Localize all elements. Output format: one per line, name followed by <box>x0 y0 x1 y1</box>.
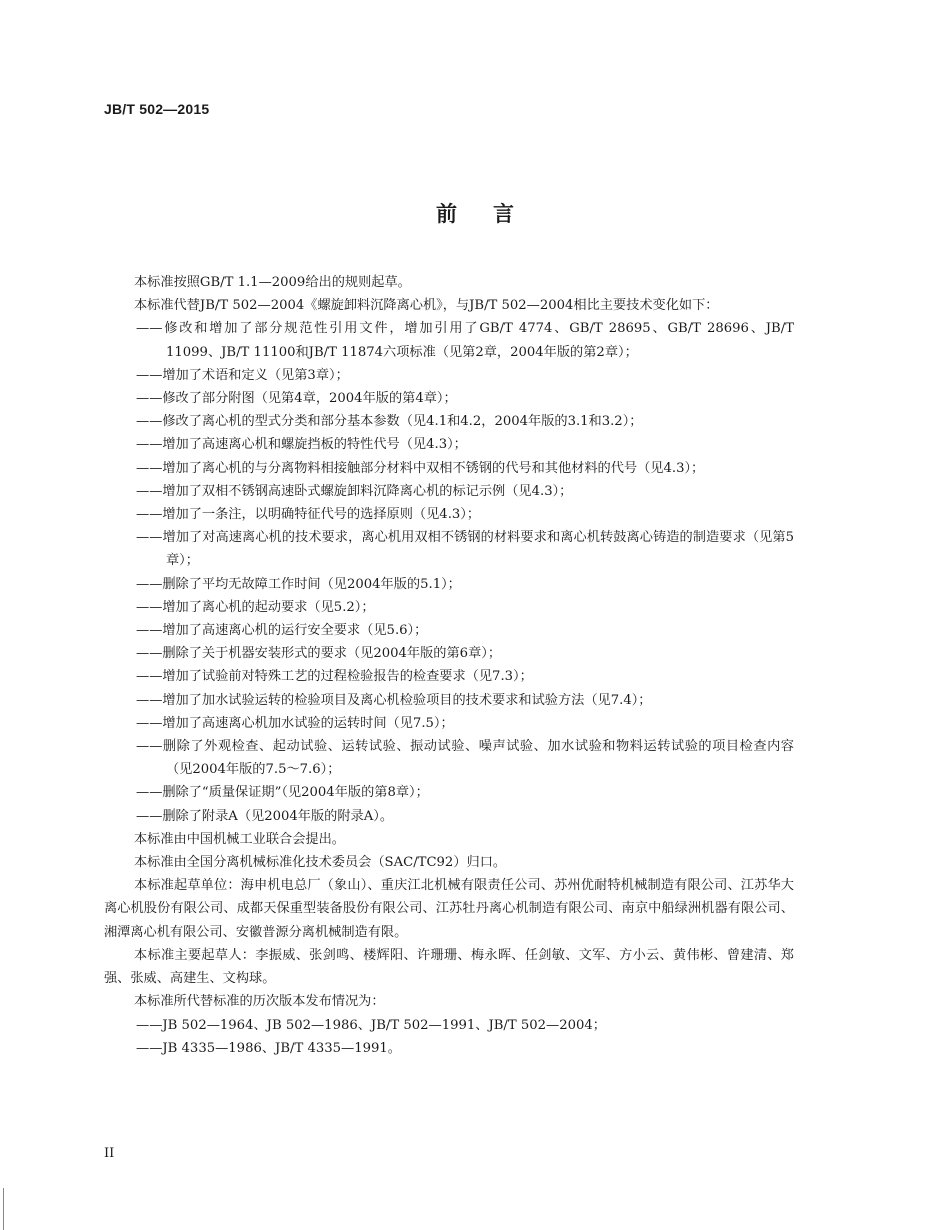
change-item: ——删除了平均无故障工作时间（见2004年版的5.1）； <box>136 576 461 592</box>
history-item: ——JB 502—1964、JB 502—1986、JB/T 502—1991、JB/T 502—2004； <box>136 1017 606 1033</box>
change-item: ——删除了外观检查、起动试验、运转试验、振动试验、噪声试验、加水试验和物料运转试验的项目检查内容（见2004年版的7.5～7.6）； <box>136 739 794 778</box>
paragraph-drafters: 本标准主要起草人：李振威、张剑鸣、楼辉阳、许珊珊、梅永晖、任剑敏、文军、方小云、黄伟彬、曾建清、郑强、张威、高建生、文构球。 <box>104 947 794 987</box>
change-item: ——增加了试验前对特殊工艺的过程检验报告的检查要求（见7.3）； <box>136 669 533 685</box>
change-item: ——删除了“质量保证期”（见2004年版的第8章）； <box>136 785 429 801</box>
change-item: ——增加了一条注，以明确特征代号的选择原则（见4.3）； <box>136 507 481 523</box>
paragraph-drafting-units: 本标准起草单位：海申机电总厂（象山）、重庆江北机械有限责任公司、苏州优耐特机械制造有限公司、江苏华大离心机股份有限公司、成都天保重型装备股份有限公司、江苏牡丹离心机制造有限公司、南京中船绿洲机器有限公司、湘潭离心机有限公司、安徽普源分离机械制造有限。 <box>104 878 794 940</box>
standard-code: JB/T 502—2015 <box>104 101 210 117</box>
change-item: ——增加了高速离心机加水试验的运转时间（见7.5）； <box>136 715 454 731</box>
paragraph-history-intro: 本标准所代替标准的历次版本发布情况为： <box>134 994 385 1010</box>
change-item: ——增加了加水试验运转的检验项目及离心机检验项目的技术要求和试验方法（见7.4）； <box>136 692 652 708</box>
change-item: ——增加了离心机的与分离物料相接触部分材料中双相不锈钢的代号和其他材料的代号（见4.3）； <box>136 460 705 476</box>
page-number: II <box>104 1146 115 1161</box>
change-item: ——修改和增加了部分规范性引用文件，增加引用了GB/T 4774、GB/T 28695、GB/T 28696、JB/T 11099、JB/T 11100和JB/T 11874六项标准（见第2章，2004年版的第2章）； <box>136 321 794 360</box>
change-item: ——增加了高速离心机的运行安全要求（见5.6）； <box>136 623 428 639</box>
paragraph-replaces: 本标准代替JB/T 502—2004《螺旋卸料沉降离心机》，与JB/T 502—2004相比主要技术变化如下： <box>134 298 719 314</box>
change-item: ——增加了术语和定义（见第3章）； <box>136 367 349 383</box>
change-item: ——增加了对高速离心机的技术要求，离心机用双相不锈钢的材料要求和离心机转鼓离心铸造的制造要求（见第5章）； <box>136 530 794 569</box>
change-item: ——增加了高速离心机和螺旋挡板的特性代号（见4.3）； <box>136 437 467 453</box>
page-edge-rule <box>3 1188 4 1230</box>
change-item: ——删除了附录A（见2004年版的附录A）。 <box>136 808 394 824</box>
change-item: ——增加了双相不锈钢高速卧式螺旋卸料沉降离心机的标记示例（见4.3）； <box>136 483 573 499</box>
foreword-body <box>104 271 794 1060</box>
paragraph-proposed-by: 本标准由中国机械工业联合会提出。 <box>134 831 345 847</box>
history-item: ——JB 4335—1986、JB/T 4335—1991。 <box>136 1040 401 1056</box>
change-item: ——修改了离心机的型式分类和部分基本参数（见4.1和4.2，2004年版的3.1和3.2）； <box>136 414 643 430</box>
change-item: ——删除了关于机器安装形式的要求（见2004年版的第6章）； <box>136 646 502 662</box>
paragraph-drafting-rules: 本标准按照GB/T 1.1—2009给出的规则起草。 <box>134 275 411 290</box>
page-title: 前言 <box>436 202 550 226</box>
change-item: ——增加了离心机的起动要求（见5.2）； <box>136 599 375 615</box>
change-item: ——修改了部分附图（见第4章，2004年版的第4章）； <box>136 391 457 407</box>
paragraph-centralized-by: 本标准由全国分离机械标准化技术委员会（SAC/TC92）归口。 <box>134 855 507 871</box>
